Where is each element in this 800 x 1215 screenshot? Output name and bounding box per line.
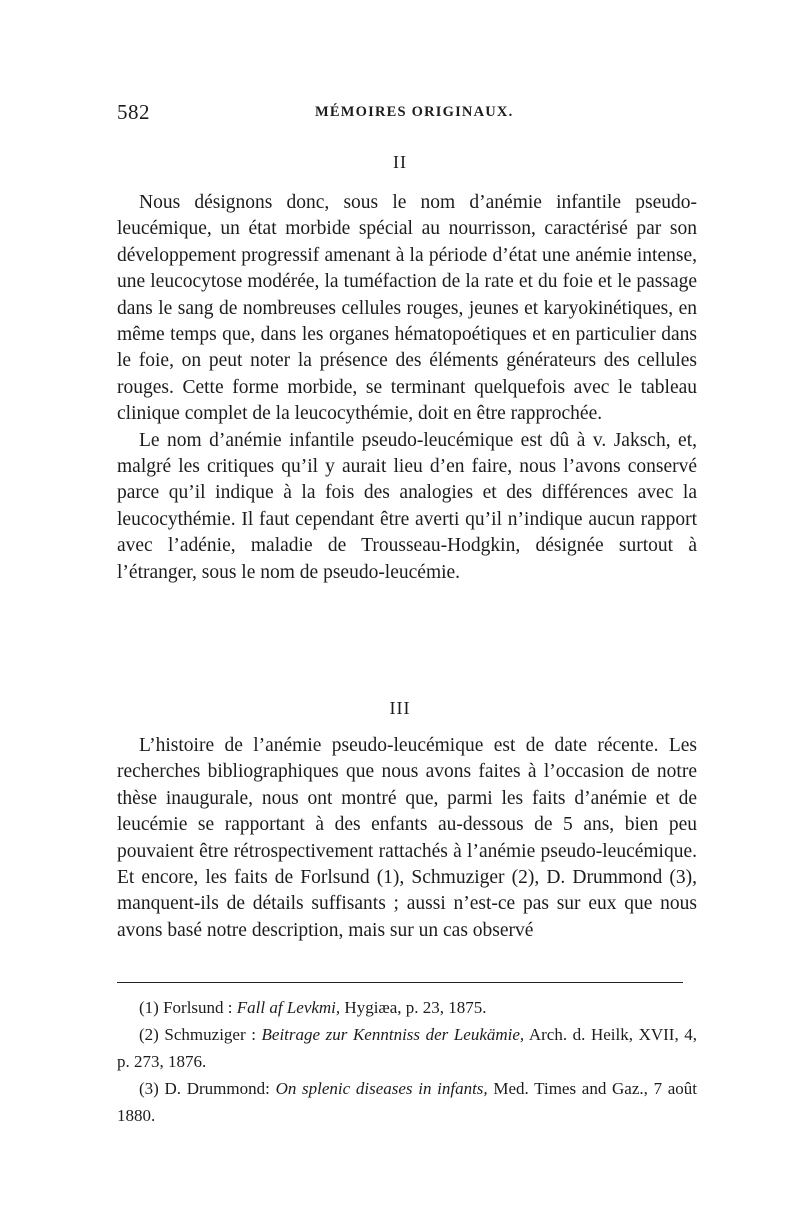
running-head: MÉMOIRES ORIGINAUX. bbox=[315, 104, 514, 120]
paragraph: Le nom d’anémie infantile pseudo-leucémique est dû à v. Jaksch, et, malgré les critiques qu’il y aurait lieu d’en faire, nous l’avons conservé parce qu’il indique à la fois des analogies et des différences avec la leucocythémie. Il faut cependant être averti qu’il n’indique aucun rapport avec l’adénie, maladie de Trousseau-Hodgkin, désignée surtout à l’étranger, sous le nom de pseudo-leucémie. bbox=[117, 429, 697, 583]
footnote-title: On splenic diseases in infants, bbox=[275, 1079, 488, 1098]
footnote-title: Beitrage zur Kenntniss der Leukämie, bbox=[261, 1025, 525, 1044]
footnote-marker: (3) bbox=[139, 1079, 159, 1098]
page-header bbox=[117, 100, 697, 126]
section-heading-2: II bbox=[393, 152, 407, 172]
footnote bbox=[117, 994, 697, 1021]
footnote-marker: (2) bbox=[139, 1025, 159, 1044]
footnote-reference: Hygiæa, p. 23, 1875. bbox=[344, 998, 487, 1017]
section-heading-3: III bbox=[389, 698, 411, 718]
section-2-body bbox=[117, 190, 697, 586]
footnotes bbox=[117, 994, 697, 1129]
footnote-author: Schmuziger : bbox=[164, 1025, 256, 1044]
footnote-author: D. Drummond: bbox=[164, 1079, 270, 1098]
footnote-author: Forlsund : bbox=[163, 998, 233, 1017]
footnote-title: Fall af Levkmi, bbox=[236, 998, 341, 1017]
footnote-reference: Med. Times and Gaz., 7 août 1880. bbox=[117, 1079, 698, 1125]
section-3-body bbox=[117, 733, 697, 944]
footnote bbox=[117, 1021, 697, 1075]
paragraph: Nous désignons donc, sous le nom d’anémie infantile pseudo-leucémique, un état morbide spécial au nourrisson, caractérisé par son développement progressif amenant à la période d’état une anémie intense, une leucocytose modérée, la tuméfaction de la rate et du foie et le passage dans le sang de nombreuses cellules rouges, jeunes et karyokinétiques, en même temps que, dans les organes hématopoétiques et en particulier dans le foie, on peut noter la présence des éléments générateurs des cellules rouges. Cette forme morbide, se terminant quelquefois avec le tableau clinique complet de la leucocythémie, doit en être rapprochée. bbox=[117, 192, 697, 425]
footnote-reference: Arch. d. Heilk, XVII, 4, p. 273, 1876. bbox=[117, 1025, 698, 1071]
footnote bbox=[117, 1075, 697, 1129]
footnote-divider bbox=[117, 982, 683, 983]
page-number: 582 bbox=[117, 100, 150, 124]
footnote-marker: (1) bbox=[139, 998, 159, 1017]
paragraph: L’histoire de l’anémie pseudo-leucémique est de date récente. Les recherches bibliographiques que nous avons faites à l’occasion de notre thèse inaugurale, nous ont montré que, parmi les faits d’anémie et de leucémie se rapportant à des enfants au-dessous de 5 ans, bien peu pouvaient être rétrospectivement rattachés à l’anémie pseudo-leucémique. Et encore, les faits de Forlsund (1), Schmuziger (2), D. Drummond (3), manquent-ils de détails suffisants ; aussi n’est-ce pas sur eux que nous avons basé notre description, mais sur un cas observé bbox=[117, 735, 697, 941]
